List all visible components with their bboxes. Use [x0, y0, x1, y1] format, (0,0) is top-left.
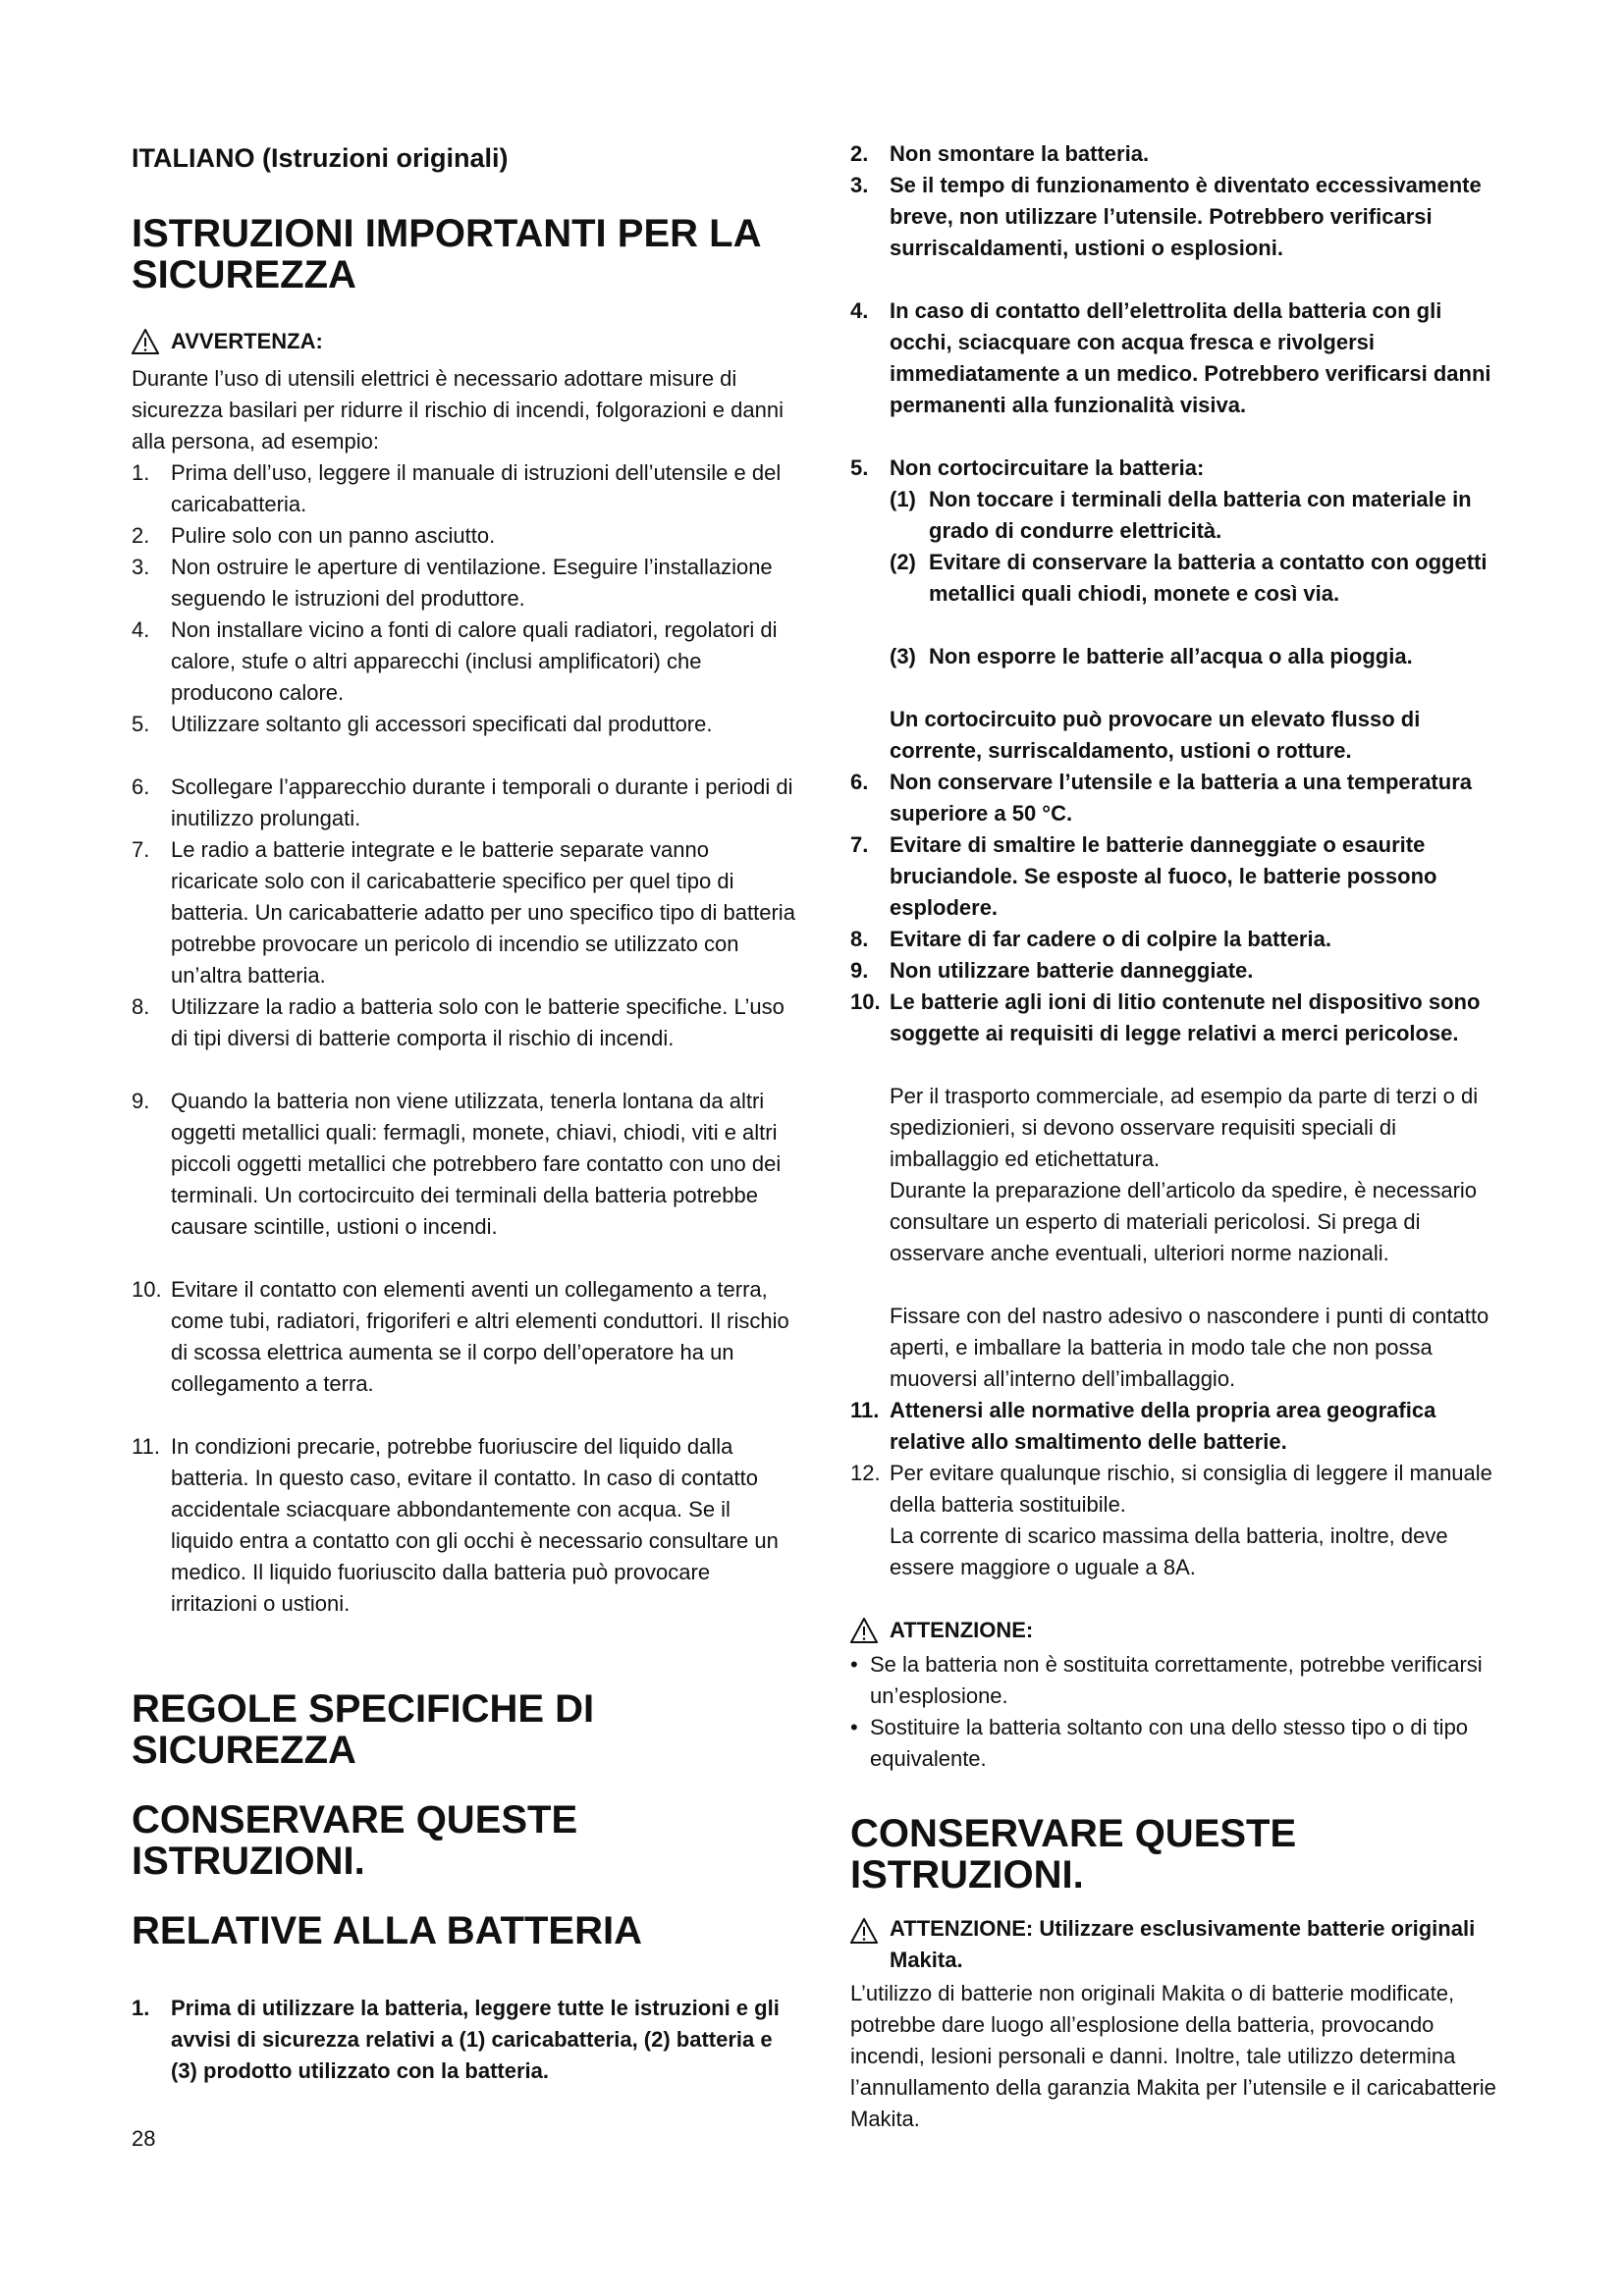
save-title: CONSERVARE QUESTE ISTRUZIONI.	[132, 1798, 578, 1883]
warning-triangle-icon	[850, 1918, 878, 1944]
list-item: 3. Se il tempo di funzionamento è diventato eccessivamente breve, non utilizzare l’utensile. Potrebbero verificarsi surriscaldamenti, ustioni o esplosioni.	[850, 173, 1482, 260]
list-item: • Se la batteria non è sostituita correttamente, potrebbe verificarsi un’esplosione.	[850, 1652, 1483, 1708]
battery-title: RELATIVE ALLA BATTERIA	[132, 1909, 642, 1952]
caution-heading	[850, 1618, 1033, 1643]
list-item: (1) Non toccare i terminali della batteria con materiale in grado di condurre elettricità.	[890, 487, 1472, 543]
caution-label: ATTENZIONE:	[890, 1618, 1034, 1642]
list-item: • Sostituire la batteria soltanto con una dello stesso tipo o di tipo equivalente.	[850, 1715, 1469, 1771]
list-item: 4. In caso di contatto dell’elettrolita della batteria con gli occhi, sciacquare con acqua fresca e rivolgersi immediatamente a un medico. Potrebbero verificarsi danni permanenti alla funzionalità visiva.	[850, 298, 1491, 417]
list-item: 7. Evitare di smaltire le batterie danneggiate o esaurite bruciandole. Se esposte al fuoco, le batterie possono esplodere.	[850, 832, 1437, 920]
list-item: (2) Evitare di conservare la batteria a contatto con oggetti metallici quali chiodi, monete e così via.	[890, 550, 1488, 606]
warning-heading	[132, 329, 323, 354]
warning-triangle-icon	[132, 329, 159, 354]
list-item: 7. Le radio a batterie integrate e le batterie separate vanno ricaricate solo con il caricabatterie specifico per quel tipo di batteria. Un caricabatterie adatto per uno specifico tipo di batteria potrebbe provocare un pericolo di incendio se utilizzato con un’altra batteria.	[132, 837, 795, 988]
save-title-2: CONSERVARE QUESTE ISTRUZIONI.	[850, 1812, 1297, 1896]
warning-triangle-icon	[850, 1618, 878, 1643]
list-item: 12. Per evitare qualunque rischio, si consiglia di leggere il manuale della batteria sostituibile.	[850, 1461, 1492, 1517]
list-item: 4. Non installare vicino a fonti di calore quali radiatori, regolatori di calore, stufe o altri apparecchi (inclusi amplificatori) che producono calore.	[132, 617, 778, 705]
list-item: 11. Attenersi alle normative della propria area geografica relative allo smaltimento delle batterie.	[850, 1398, 1436, 1454]
makita-caution-label: ATTENZIONE: Utilizzare esclusivamente batterie originali Makita.	[890, 1916, 1476, 1972]
list-item: Fissare con del nastro adesivo o nascondere i punti di contatto aperti, e imballare la batteria in modo tale che non possa muoversi all’interno dell’imballaggio.	[890, 1304, 1489, 1391]
list-item: La corrente di scarico massima della batteria, inoltre, deve essere maggiore o uguale a 8A.	[890, 1523, 1448, 1579]
list-item: 1. Prima dell’uso, leggere il manuale di istruzioni dell’utensile e del caricabatteria.	[132, 460, 782, 516]
list-item: 5. Non cortocircuitare la batteria:	[850, 455, 1205, 480]
warning-label: AVVERTENZA:	[171, 329, 323, 353]
list-item: 9. Quando la batteria non viene utilizzata, tenerla lontana da altri oggetti metallici quali: fermagli, monete, chiavi, chiodi, viti e altri piccoli oggetti metallici che potrebbero fare contatto con uno dei terminali. Un cortocircuito dei terminali della batteria potrebbe causare scintille, ustioni o incendi.	[132, 1089, 782, 1239]
list-item: 11. In condizioni precarie, potrebbe fuoriuscire del liquido dalla batteria. In questo caso, evitare il contatto. In caso di contatto accidentale sciacquare abbondantemente con acqua. Se il liquido entra a contatto con gli occhi è necessario consultare un medico. Il liquido fuoriuscito dalla batteria può provocare irritazioni o ustioni.	[132, 1434, 779, 1616]
list-item: Un cortocircuito può provocare un elevato flusso di corrente, surriscaldamento, ustioni o rotture.	[890, 707, 1421, 763]
page-number: 28	[132, 2126, 156, 2151]
list-item: (3) Non esporre le batterie all’acqua o alla pioggia.	[890, 644, 1413, 668]
list-item: Durante la preparazione dell’articolo da spedire, è necessario consultare un esperto di materiali pericolosi. Si prega di osservare anche eventuali, ulteriori norme nazionali.	[890, 1178, 1478, 1265]
makita-caution-heading	[850, 1918, 1508, 1976]
list-item: 6. Non conservare l’utensile e la batteria a una temperatura superiore a 50 °C.	[850, 770, 1472, 826]
list-item: 3. Non ostruire le aperture di ventilazione. Eseguire l’installazione seguendo le istruzioni del produttore.	[132, 555, 773, 611]
warning-intro: Durante l’uso di utensili elettrici è necessario adottare misure di sicurezza basilari per ridurre il rischio di incendi, folgorazioni e danni alla persona, ad esempio:	[132, 366, 784, 454]
list-item: 1. Prima di utilizzare la batteria, leggere tutte le istruzioni e gli avvisi di sicurezza relativi a (1) caricabatteria, (2) batteria e (3) prodotto utilizzato con la batteria.	[132, 1996, 780, 2083]
list-item: Per il trasporto commerciale, ad esempio da parte di terzi o di spedizionieri, si devono osservare requisiti speciali di imballaggio ed etichettatura.	[890, 1084, 1479, 1171]
specific-title: REGOLE SPECIFICHE DI SICUREZZA	[132, 1687, 595, 1772]
important-title: ISTRUZIONI IMPORTANTI PER LA SICUREZZA	[132, 212, 760, 296]
list-item: 10. Le batterie agli ioni di litio contenute nel dispositivo sono soggette ai requisiti di legge relativi a merci pericolose.	[850, 989, 1481, 1045]
list-item: 8. Evitare di far cadere o di colpire la batteria.	[850, 927, 1331, 951]
list-item: 9. Non utilizzare batterie danneggiate.	[850, 958, 1254, 983]
list-item: 8. Utilizzare la radio a batteria solo con le batterie specifiche. L’uso di tipi diversi di batterie comporta il rischio di incendi.	[132, 994, 785, 1050]
list-item: 5. Utilizzare soltanto gli accessori specificati dal produttore.	[132, 712, 713, 736]
language-header: ITALIANO (Istruzioni originali)	[132, 143, 509, 173]
list-item: 6. Scollegare l’apparecchio durante i temporali o durante i periodi di inutilizzo prolungati.	[132, 774, 793, 830]
list-item: 2. Non smontare la batteria.	[850, 141, 1150, 166]
makita-text: L’utilizzo di batterie non originali Makita o di batterie modificate, potrebbe dare luogo all’esplosione della batteria, provocando incendi, lesioni personali e danni. Inoltre, tale utilizzo determina l’annullamento della garanzia Makita per l’utensile e il caricabatterie Makita.	[850, 1981, 1496, 2131]
list-item: 10. Evitare il contatto con elementi aventi un collegamento a terra, come tubi, radiatori, frigoriferi e altri elementi conduttori. Il rischio di scossa elettrica aumenta se il corpo dell’operatore ha un collegamento a terra.	[132, 1277, 789, 1396]
list-item: 2. Pulire solo con un panno asciutto.	[132, 523, 496, 548]
